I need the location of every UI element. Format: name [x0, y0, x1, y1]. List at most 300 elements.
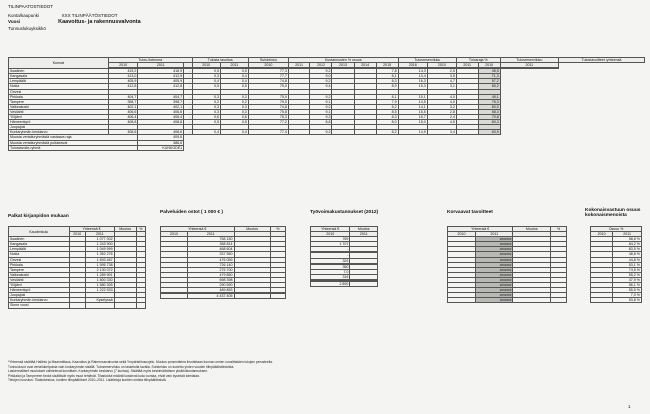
row-label: Sinne vuosi [9, 303, 70, 308]
table-cell: 7,9 [376, 99, 398, 104]
table-cell [448, 298, 476, 303]
table-cell: 15,1 [398, 94, 427, 99]
table-cell [591, 298, 613, 303]
table-cell: 1 049 999 [85, 247, 114, 252]
row-label: Ylöjärvi [9, 283, 70, 288]
table-cell: 0,3 [192, 94, 220, 99]
table-row [448, 298, 567, 303]
table-cell: 402,1 [138, 104, 184, 109]
table-cell: 7,0 % [613, 293, 642, 298]
table-cell: 1 243 900 [85, 242, 114, 247]
table-cell: 0,4 [192, 79, 220, 84]
table-cell: 2 130 072 [85, 267, 114, 272]
column-header: % [136, 227, 145, 232]
table-cell: 0,2 [192, 99, 220, 104]
year-header: 2015 [376, 63, 398, 68]
table-cell: - [184, 84, 192, 89]
table-cell: 8,5 [376, 109, 398, 114]
row-label: Tampere [9, 267, 70, 272]
row-label: Vesilahti [9, 109, 109, 114]
table-cell [184, 145, 501, 150]
table-cell: 0,3 [192, 74, 220, 79]
table-cell: ####### [476, 293, 513, 298]
table-cell: ####### [476, 288, 513, 293]
table-cell [69, 303, 85, 308]
table-cell: - [184, 69, 192, 74]
table-cell: 0,3 [221, 104, 249, 109]
row-label: Nokia [9, 252, 70, 257]
table-cell: 290 590 [187, 283, 234, 288]
table-cell: 15,0 [398, 120, 427, 125]
table-cell: 1 289 901 [85, 272, 114, 277]
table-cell: 758 150 [187, 237, 234, 242]
footnote: *Yhteensä sisältää Hallinto ja Maanmittaus, Kaavoitus ja Rakennusvalvonta sekä Ympäristönsuojelu. Muutos prosentteina ilmoitetaan kunnan omien vuosittaisten lukujen perusteella. [8, 360, 273, 364]
table-cell: 4,7 [427, 79, 456, 84]
year-header: 2011 [613, 232, 642, 237]
year-header: 2016 [398, 63, 427, 68]
row-label: Vesilahti [9, 277, 70, 282]
document-title: Kaavoitus- ja rakennusvalvonta [58, 19, 141, 25]
salary-table [8, 226, 146, 309]
table-cell: 0,5 [192, 120, 220, 125]
table-cell: 337 550 [187, 252, 234, 257]
column-group-header: Tulosreserviluku [500, 58, 558, 63]
column-header: Osuus % [591, 227, 642, 232]
table-cell [551, 298, 567, 303]
table-cell: 58,8 % [613, 237, 642, 242]
footer-row [9, 145, 645, 150]
column-header: Muutos [234, 227, 270, 232]
table-cell: 2 890 [311, 281, 350, 286]
row-label: Juupajoki [9, 293, 70, 298]
column-group-header: Tulostavoitteet /yhteensä [558, 58, 644, 63]
table-cell: 0,2 [221, 99, 249, 104]
table-cell: - [184, 115, 192, 120]
year-header: 2010 [161, 232, 188, 237]
table-cell: 8,9 [376, 84, 398, 89]
table-cell: 479 850 [187, 272, 234, 277]
column-header: Muutos [114, 227, 136, 232]
table-cell: 14,3 [398, 69, 427, 74]
table-cell: 7,0 [311, 269, 350, 274]
table-cell: ####### [476, 277, 513, 282]
footnote: Tietojen luovutus: Tilastokeskus, kuntien tilinpäätökset 2010–2011. Lisätietoja kuntien omista tilinpäätöksistä. [8, 378, 167, 383]
table-cell: ####### [476, 298, 513, 303]
table-cell: 79,0 [248, 99, 288, 104]
table-cell: 408,8 [138, 120, 184, 125]
table-cell: - [184, 94, 192, 99]
table-cell [234, 294, 270, 299]
year-header: 2011 [500, 63, 558, 68]
meta-label: Kunta/kaupunki [8, 13, 40, 18]
year-header: 2011 [187, 232, 234, 237]
table-cell: 1 800 330 [85, 277, 114, 282]
table-cell: 3,1 [427, 84, 456, 89]
table-cell [114, 303, 136, 308]
share-table [590, 226, 642, 303]
table-cell: 2,5 [427, 69, 456, 74]
table-cell: 408,8 [108, 120, 138, 125]
year-header: 2010 [427, 63, 456, 68]
table-cell: 419,2 [108, 69, 138, 74]
table-cell: 74,8 [248, 79, 288, 84]
table-cell: 769 [311, 237, 350, 242]
salary-section-title: Palkat kirjanpidon mukaan [8, 214, 69, 219]
row-label: Kangasala [9, 74, 109, 79]
table-cell: 0,5 [192, 84, 220, 89]
row-label: Pirkkala [9, 262, 70, 267]
footnote: Laskennalliset muutokset vaihtelevat kunnittain. Kuntaryhmän keskiarvo (7 kuntaa). Sisältää myös keskimääräisen yksikkökustannuksen. [8, 369, 208, 374]
table-cell: 0,6 [192, 115, 220, 120]
table-cell: 77,2 [248, 120, 288, 125]
table-cell: 406,4 [108, 115, 138, 120]
row-label: Ikaalinen [9, 237, 70, 242]
table-row [591, 298, 642, 303]
document-top-label: TILINPAATOSTIEDOT [8, 4, 54, 9]
table-cell: 3,5 [427, 74, 456, 79]
table-cell: 0,3 [221, 109, 249, 114]
table-cell: 53,1 % [613, 262, 642, 267]
year-header: 2012 [310, 63, 332, 68]
table-cell: 0,4 [221, 130, 249, 135]
main-comparison-table [8, 57, 645, 151]
table-cell: 44,8 % [613, 257, 642, 262]
row-label: Juupajoki [9, 125, 109, 130]
table-cell: 14,5 [398, 99, 427, 104]
row-label: Nokia [9, 84, 109, 89]
row-label: Kuntaryhmän keskiarvo [9, 130, 109, 135]
table-cell: 0,4 [221, 79, 249, 84]
year-header: 2014 [354, 63, 376, 68]
column-group-header: Suhdeluku [248, 58, 288, 63]
column-group-header: Tulosraja % [456, 58, 500, 63]
table-cell: 405,9 [138, 79, 184, 84]
table-cell: ####### [476, 283, 513, 288]
table-cell: 9,4 [310, 84, 332, 89]
table-cell: 15,3 [398, 84, 427, 89]
table-cell: 4 437 405 [187, 294, 234, 299]
table-cell: 8,3 [376, 115, 398, 120]
table-cell: 406,4 [138, 115, 184, 120]
table-cell: 56,1 % [613, 283, 642, 288]
table-row [9, 303, 146, 308]
table-cell: ####### [476, 272, 513, 277]
table-cell: 726 140 [187, 262, 234, 267]
table-cell: 14,9 [398, 130, 427, 135]
table-cell: 1 222 533 [85, 288, 114, 293]
table-cell: 1 707 [311, 242, 350, 247]
column-header: Kaudenkulu [9, 227, 70, 237]
column-header: Yhteensä € [161, 227, 235, 232]
table-cell: 71,3 [478, 74, 500, 79]
table-cell: 698 398 [187, 277, 234, 282]
row-label: Kuntaryhmän keskiarvo [9, 298, 70, 303]
table-cell: 412,8 [138, 84, 184, 89]
table-cell: ####### [476, 237, 513, 242]
table-cell: 1 077 002 [85, 237, 114, 242]
table-cell: 77,3 [248, 69, 288, 74]
table-cell: 83,5 % [613, 247, 642, 252]
table-cell: 13,4 [398, 74, 427, 79]
year-header: 2010 [248, 63, 288, 68]
table-cell: 0,3 [192, 109, 220, 114]
table-cell: 55,5 % [613, 288, 642, 293]
table-row [161, 294, 286, 299]
column-header [500, 68, 558, 69]
table-cell: 65,2 [478, 84, 500, 89]
year-header: 2010 [478, 63, 500, 68]
page-number: 1 [628, 404, 631, 409]
labour-section-title: Työvoimakustannukset (2012) [310, 210, 379, 215]
year-header: 2010 [69, 232, 85, 237]
table-cell: 8,1 [376, 74, 398, 79]
table-cell: 0,6 [221, 115, 249, 120]
column-header: % [270, 227, 285, 232]
table-cell: 2,4 [427, 115, 456, 120]
table-cell: 4,0 [427, 94, 456, 99]
table-cell: 45,5 [478, 69, 500, 74]
table-cell: 413,0 [108, 74, 138, 79]
table-cell: 47,9 % [613, 277, 642, 282]
table-cell: 408,6 [138, 130, 184, 135]
table-cell: 405,9 [108, 79, 138, 84]
year-header: 2010 [108, 63, 138, 68]
table-cell: 0,5 [221, 69, 249, 74]
row-label: Hämeenkyrö [9, 120, 109, 125]
table-cell: 77,4 [248, 130, 288, 135]
column-header: % [551, 227, 567, 232]
table-cell: 476 059 [187, 257, 234, 262]
table-cell: - [184, 74, 192, 79]
year-header: 2010 [591, 232, 613, 237]
replace-section-title: Korvaavat tavoitteet [447, 210, 493, 215]
column-header: Yhteensä € [69, 227, 114, 232]
table-cell: 2,8 [427, 109, 456, 114]
column-group-header: Tulosreserviluku [398, 58, 456, 63]
table-cell: 57,2 [478, 79, 500, 84]
table-cell: - [311, 253, 350, 258]
table-cell [513, 298, 551, 303]
table-cell: 9,1 [310, 99, 332, 104]
table-cell: 9,2 [310, 130, 332, 135]
table-cell: 412,9 [138, 74, 184, 79]
footer-value: 409,6 [138, 135, 184, 140]
year-header: 2011 [456, 63, 478, 68]
column-group-header: Tulos-/toteuma [108, 58, 192, 63]
table-cell: 1 693 467 [85, 257, 114, 262]
table-cell: Kyselyssä [85, 298, 114, 303]
table-cell: 15,7 [398, 115, 427, 120]
table-cell: - [184, 99, 192, 104]
table-cell: - [184, 130, 192, 135]
table-cell: 9,2 [310, 94, 332, 99]
table-cell: 9,2 [310, 69, 332, 74]
table-cell: 1 580 305 [85, 283, 114, 288]
row-label: Lempäälä [9, 79, 109, 84]
table-cell: 8,3 [376, 79, 398, 84]
table-cell: 14,1 [398, 104, 427, 109]
table-cell: 0,5 [221, 120, 249, 125]
year-header: 2011 [476, 232, 513, 237]
table-cell: - [184, 120, 192, 125]
column-group-header: Kustannusten % osuus [288, 58, 398, 63]
year-header: 2011 [221, 63, 249, 68]
row-label: Lempäälä [9, 247, 70, 252]
table-cell: 63,9 [478, 130, 500, 135]
table-cell: 9,1 [310, 109, 332, 114]
table-cell: 84,2 % [613, 242, 642, 247]
footer-label: Muusta vertailuryhmästä vastaava raja [9, 135, 138, 140]
table-cell: 16,3 [398, 79, 427, 84]
table-cell: 406,6 [138, 109, 184, 114]
table-cell: 76,3 [478, 99, 500, 104]
table-cell: 402,1 [108, 104, 138, 109]
row-label: Orivesi [9, 89, 109, 94]
table-cell: ####### [476, 247, 513, 252]
meta-label: Tunnuslukuyksikkö [8, 26, 46, 31]
table-cell: 4,5 [427, 120, 456, 125]
table-cell: 0,5 [192, 69, 220, 74]
table-cell: 1 352 276 [85, 252, 114, 257]
row-label: Ikaalinen [9, 69, 109, 74]
table-cell: - [311, 247, 350, 252]
table-cell: 404,7 [108, 94, 138, 99]
table-cell: 404,7 [138, 94, 184, 99]
footer-value: KUNKODE1 [138, 145, 184, 150]
table-cell: ####### [476, 242, 513, 247]
table-cell [136, 303, 145, 308]
year-header: 2013 [332, 63, 354, 68]
column-header: Yhteensä € [311, 227, 350, 232]
table-cell: 489 853 [187, 288, 234, 293]
table-cell: 0,4 [192, 130, 220, 135]
footer-label: Muusta vertailuryhmästä poikkeavat [9, 140, 138, 145]
table-cell: 9,2 [310, 79, 332, 84]
year-header: 2011 [288, 63, 310, 68]
row-label: Tampere [9, 99, 109, 104]
table-cell [85, 303, 114, 308]
table-cell: ####### [476, 252, 513, 257]
footnote: Tunnusluvut ovat vertailukelpoisia vain kuntaryhmän sisällä. Tulosreserviluku on lasketulla tavalla. Suhdeluku on tuotettu yhden vuoden tilinpäätöstiedoista. [8, 364, 235, 369]
document-meta [8, 13, 141, 31]
table-cell: 8,0 [376, 120, 398, 125]
year-header: 2010 [192, 63, 220, 68]
row-label: Valkeakoski [9, 272, 70, 277]
table-cell: 398,7 [138, 99, 184, 104]
table-cell: 4,0 [427, 99, 456, 104]
table-row [311, 281, 378, 286]
share-section-title: Kokonaisvastuun osuus kokonaismenoista [585, 208, 641, 218]
table-cell: 15,5 [398, 109, 427, 114]
table-cell: 48,8 % [613, 252, 642, 257]
table-cell: 468 604 [187, 247, 234, 252]
table-cell: 58,3 [478, 109, 500, 114]
row-label: Ylöjärvi [9, 115, 109, 120]
table-cell: 398,7 [108, 99, 138, 104]
table-cell: 8,8 [310, 120, 332, 125]
table-cell: 8,2 [376, 130, 398, 135]
table-cell: 60,0 [478, 104, 500, 109]
row-label: Kangasala [9, 242, 70, 247]
table-cell [350, 281, 378, 286]
table-cell: 9,2 [310, 104, 332, 109]
table-cell: 9,3 [310, 115, 332, 120]
table-cell: 55,2 % [613, 272, 642, 277]
table-cell: 75,9 [248, 94, 288, 99]
year-header: 2011 [138, 63, 184, 68]
footer-label: Tulostavoite-ryhmä [9, 145, 138, 150]
year-header: 2010 [311, 232, 350, 237]
table-cell: - [184, 79, 192, 84]
footnote: Pirkkalan ja Tampereen tiedot sisältävät myös muut tehtävät. Tilastoidut määrät koskevat koko kuntaa, eivät vain kyseistä toimialaa. [8, 373, 200, 378]
table-cell: 358 814 [187, 242, 234, 247]
replace-table [447, 226, 567, 303]
table-cell: 418,9 [138, 69, 184, 74]
table-cell: 75,8 [248, 109, 288, 114]
table-cell: 3,2 [427, 104, 456, 109]
services-section-title: Palveluiden ostot ( 1 000 € ) [160, 210, 223, 215]
table-cell [161, 294, 188, 299]
services-table [160, 226, 286, 299]
table-cell [270, 294, 285, 299]
table-cell: ####### [476, 262, 513, 267]
table-cell: 412,8 [108, 84, 138, 89]
table-cell: 74,8 [248, 104, 288, 109]
table-cell: - [184, 109, 192, 114]
table-cell: 329 [311, 258, 350, 263]
column-header: Kunnat [9, 58, 109, 69]
table-cell: 8,1 [376, 94, 398, 99]
table-cell: 60,3 [478, 120, 500, 125]
meta-value: XXX TILINPÄÄTÖSTIEDOT [61, 13, 118, 18]
footnotes [8, 360, 568, 383]
table-cell: 70,8 [478, 115, 500, 120]
table-cell: 0,3 [192, 104, 220, 109]
table-cell: 75,3 [248, 115, 288, 120]
year-header: 2011 [85, 232, 114, 237]
table-cell: 53,8 % [613, 298, 642, 303]
row-label: Valkeakoski [9, 104, 109, 109]
column-header: Yhteensä € [448, 227, 513, 232]
table-cell: 0,3 [221, 94, 249, 99]
table-cell: 0,4 [221, 74, 249, 79]
table-cell: ####### [476, 267, 513, 272]
table-cell: - [184, 104, 192, 109]
table-cell: 77,7 [248, 74, 288, 79]
meta-row [8, 13, 141, 18]
table-cell: 275 700 [187, 267, 234, 272]
table-cell: 9,0 [310, 74, 332, 79]
table-cell: 319 [311, 274, 350, 279]
meta-row [8, 19, 141, 25]
table-cell: 0,5 [221, 84, 249, 89]
table-cell: 75,0 [248, 84, 288, 89]
row-label: Orivesi [9, 257, 70, 262]
meta-row [8, 26, 141, 31]
table-cell: 8,2 [376, 104, 398, 109]
table-cell: ####### [476, 257, 513, 262]
column-header: Muutos [350, 227, 378, 232]
table-cell: 406,6 [108, 109, 138, 114]
year-header: 2010 [448, 232, 476, 237]
table-cell: 408,6 [108, 130, 138, 135]
footer-value: 386,6 [138, 140, 184, 145]
table-cell: 350 [311, 264, 350, 269]
table-cell: 45,1 [478, 94, 500, 99]
row-label: Hämeenkyrö [9, 288, 70, 293]
table-cell: 74,5 % [613, 267, 642, 272]
row-label: Pirkkala [9, 94, 109, 99]
